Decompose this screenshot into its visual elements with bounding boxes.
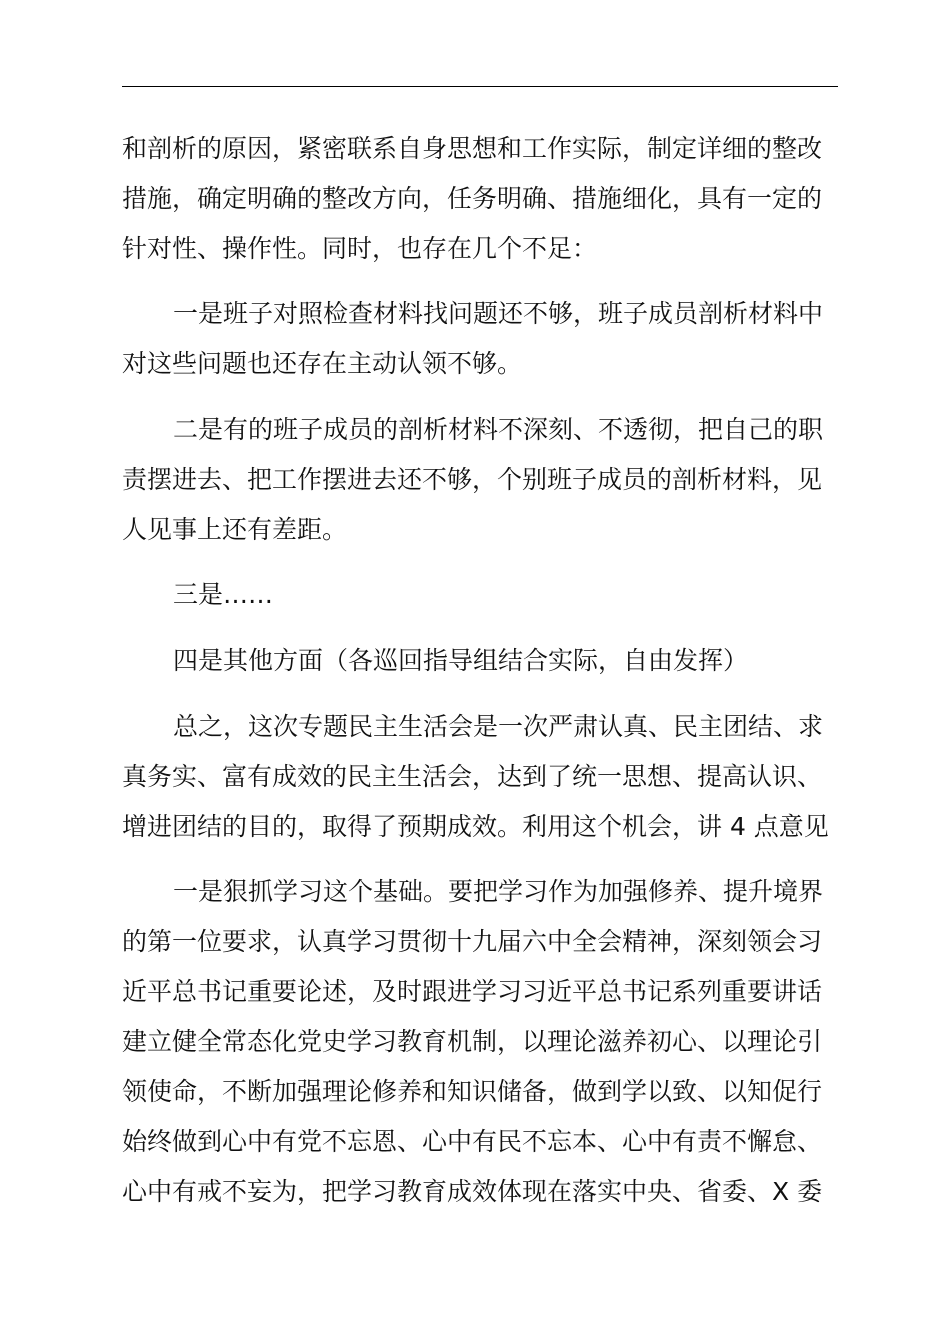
text-line: 二是有的班子成员的剖析材料不深刻、不透彻，把自己的职 [173, 415, 824, 444]
text-line: 人见事上还有差距。 [122, 515, 348, 544]
paragraph-point-two [122, 405, 838, 555]
text-line: 一是狠抓学习这个基础。要把学习作为加强修养、提升境界 [173, 877, 824, 906]
paragraph-point-one [122, 289, 838, 389]
text-line: 总之，这次专题民主生活会是一次严肃认真、民主团结、求 [173, 712, 824, 741]
text-line: 针对性、操作性。同时，也存在几个不足： [122, 234, 598, 263]
text-line: 始终做到心中有党不忘恩、心中有民不忘本、心中有责不懈怠、 [122, 1127, 823, 1156]
text-line: 一是班子对照检查材料找问题还不够，班子成员剖析材料中 [173, 299, 824, 328]
paragraph-continuation [122, 124, 838, 274]
text-line: 近平总书记重要论述，及时跟进学习习近平总书记系列重要讲话 [122, 977, 823, 1006]
text-line: 四是其他方面（各巡回指导组结合实际，自由发挥） [173, 646, 749, 675]
text-line: 对这些问题也还存在主动认领不够。 [122, 349, 523, 378]
paragraph-point-three [122, 570, 838, 620]
text-line: 措施，确定明确的整改方向，任务明确、措施细化，具有一定的 [122, 184, 823, 213]
text-line: 的第一位要求，认真学习贯彻十九届六中全会精神，深刻领会习 [122, 927, 823, 956]
header-rule [122, 86, 838, 87]
text-line: 和剖析的原因，紧密联系自身思想和工作实际，制定详细的整改 [122, 134, 823, 163]
text-line: 责摆进去、把工作摆进去还不够，个别班子成员的剖析材料，见 [122, 465, 823, 494]
text-line: 建立健全常态化党史学习教育机制，以理论滋养初心、以理论引 [122, 1027, 823, 1056]
text-line: 领使命，不断加强理论修养和知识储备，做到学以致、以知促行 [122, 1077, 823, 1106]
text-line: 真务实、富有成效的民主生活会，达到了统一思想、提高认识、 [122, 762, 823, 791]
paragraph-opinion-one [122, 867, 838, 1217]
paragraph-summary [122, 702, 838, 852]
text-line: 心中有戒不妄为，把学习教育成效体现在落实中央、省委、X 委 [122, 1177, 823, 1206]
paragraph-point-four [122, 636, 838, 686]
text-line: 三是…… [173, 580, 274, 609]
text-line: 增进团结的目的，取得了预期成效。利用这个机会，讲 4 点意见 [122, 812, 829, 841]
